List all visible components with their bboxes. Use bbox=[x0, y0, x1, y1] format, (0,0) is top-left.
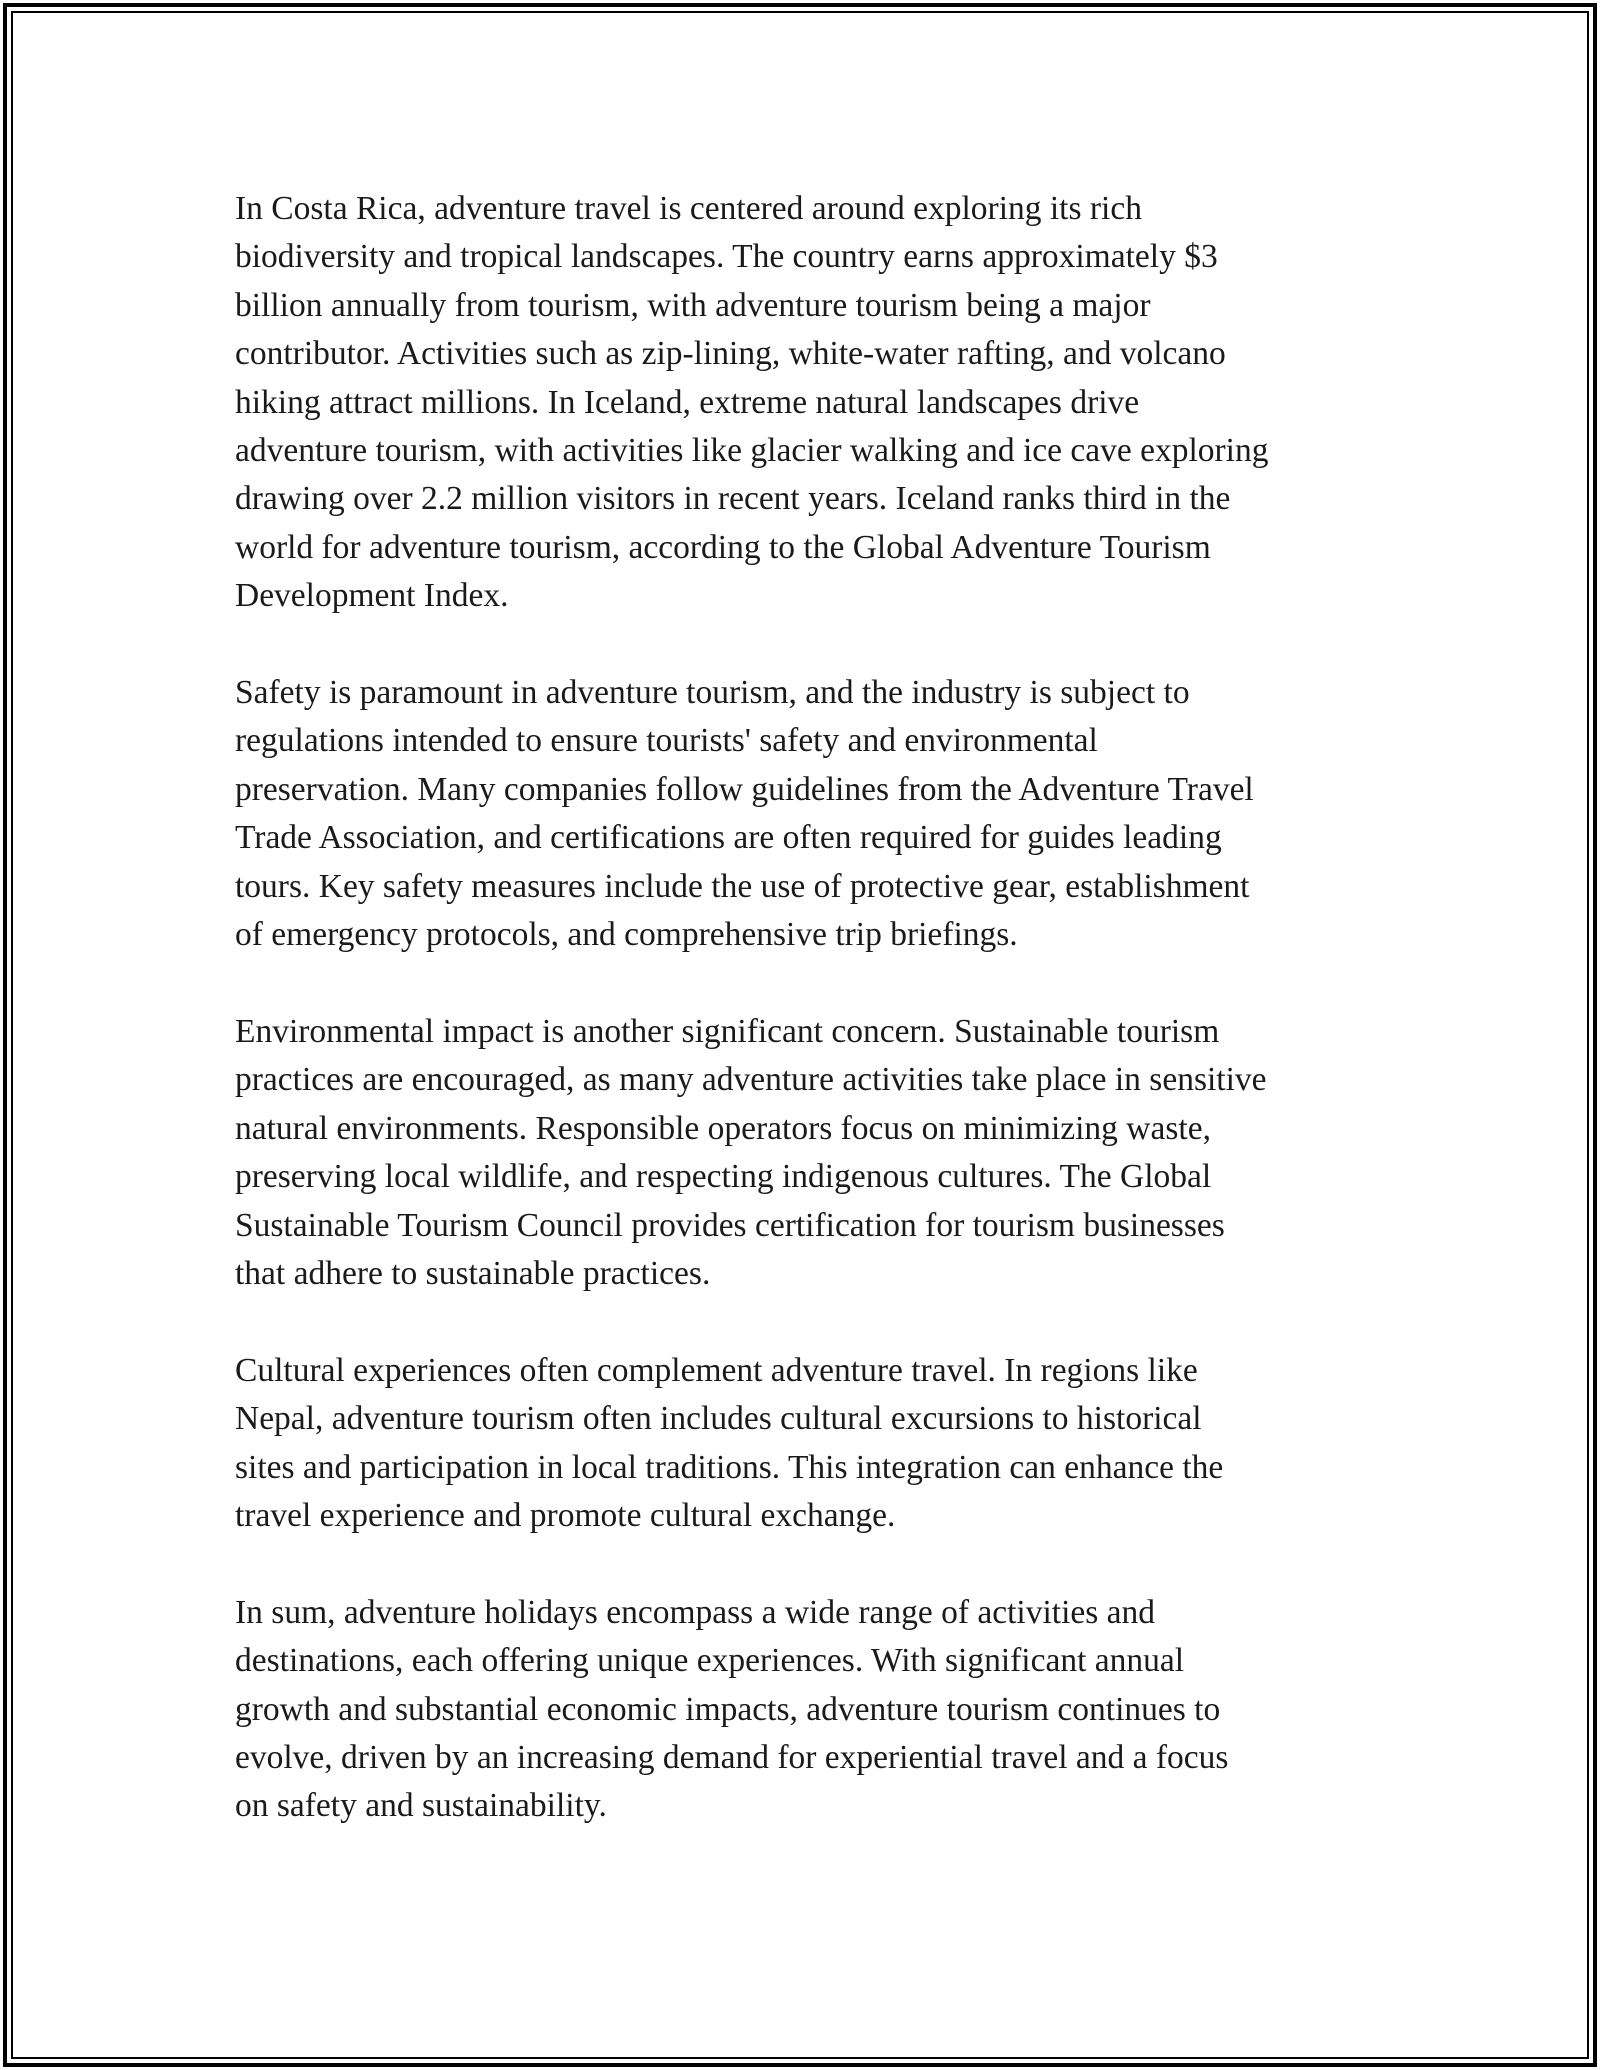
paragraph bbox=[235, 1008, 1385, 1298]
text-line: Trade Association, and certifications are often required for guides leading bbox=[235, 819, 1222, 857]
text-line: natural environments. Responsible operators focus on minimizing waste, bbox=[235, 1109, 1211, 1147]
text-line: drawing over 2.2 million visitors in recent years. Iceland ranks third in the bbox=[235, 480, 1231, 518]
text-line: billion annually from tourism, with adventure tourism being a major bbox=[235, 286, 1151, 324]
text-line: preserving local wildlife, and respecting indigenous cultures. The Global bbox=[235, 1158, 1212, 1196]
text-line: world for adventure tourism, according to the Global Adventure Tourism bbox=[235, 528, 1211, 566]
text-line: tours. Key safety measures include the use of protective gear, establishment bbox=[235, 867, 1250, 905]
text-line: In Costa Rica, adventure travel is centered around exploring its rich bbox=[235, 190, 1142, 227]
text-line: Safety is paramount in adventure tourism, and the industry is subject to bbox=[235, 674, 1190, 712]
text-line: contributor. Activities such as zip-lining, white-water rafting, and volcano bbox=[235, 335, 1226, 373]
text-line: sites and participation in local traditions. This integration can enhance the bbox=[235, 1448, 1224, 1486]
text-line: Cultural experiences often complement adventure travel. In regions like bbox=[235, 1351, 1198, 1389]
paragraph bbox=[235, 1589, 1385, 1831]
text-line: biodiversity and tropical landscapes. The country earns approximately $3 bbox=[235, 238, 1218, 276]
text-line: hiking attract millions. In Iceland, extreme natural landscapes drive bbox=[235, 383, 1140, 421]
text-line: destinations, each offering unique experiences. With significant annual bbox=[235, 1642, 1185, 1680]
text-line: In sum, adventure holidays encompass a wide range of activities and bbox=[235, 1593, 1156, 1631]
text-line: Sustainable Tourism Council provides certification for tourism businesses bbox=[235, 1206, 1225, 1244]
paragraph bbox=[235, 669, 1385, 959]
text-line: that adhere to sustainable practices. bbox=[235, 1254, 711, 1292]
text-line: practices are encouraged, as many adventure activities take place in sensitive bbox=[235, 1061, 1267, 1099]
text-line: growth and substantial economic impacts, adventure tourism continues to bbox=[235, 1690, 1221, 1728]
paragraph bbox=[235, 185, 1385, 621]
text-line: regulations intended to ensure tourists' safety and environmental bbox=[235, 722, 1098, 760]
paragraph bbox=[235, 1347, 1385, 1541]
text-line: Nepal, adventure tourism often includes cultural excursions to historical bbox=[235, 1400, 1202, 1438]
text-line: Environmental impact is another significant concern. Sustainable tourism bbox=[235, 1012, 1220, 1050]
text-line: on safety and sustainability. bbox=[235, 1787, 607, 1825]
text-line: Development Index. bbox=[235, 577, 509, 615]
text-line: travel experience and promote cultural exchange. bbox=[235, 1496, 896, 1534]
text-line: adventure tourism, with activities like glacier walking and ice cave exploring bbox=[235, 432, 1269, 470]
text-line: evolve, driven by an increasing demand for experiential travel and a focus bbox=[235, 1738, 1229, 1776]
text-line: of emergency protocols, and comprehensive trip briefings. bbox=[235, 916, 1018, 954]
document-body bbox=[235, 185, 1385, 1879]
text-line: preservation. Many companies follow guidelines from the Adventure Travel bbox=[235, 770, 1254, 808]
